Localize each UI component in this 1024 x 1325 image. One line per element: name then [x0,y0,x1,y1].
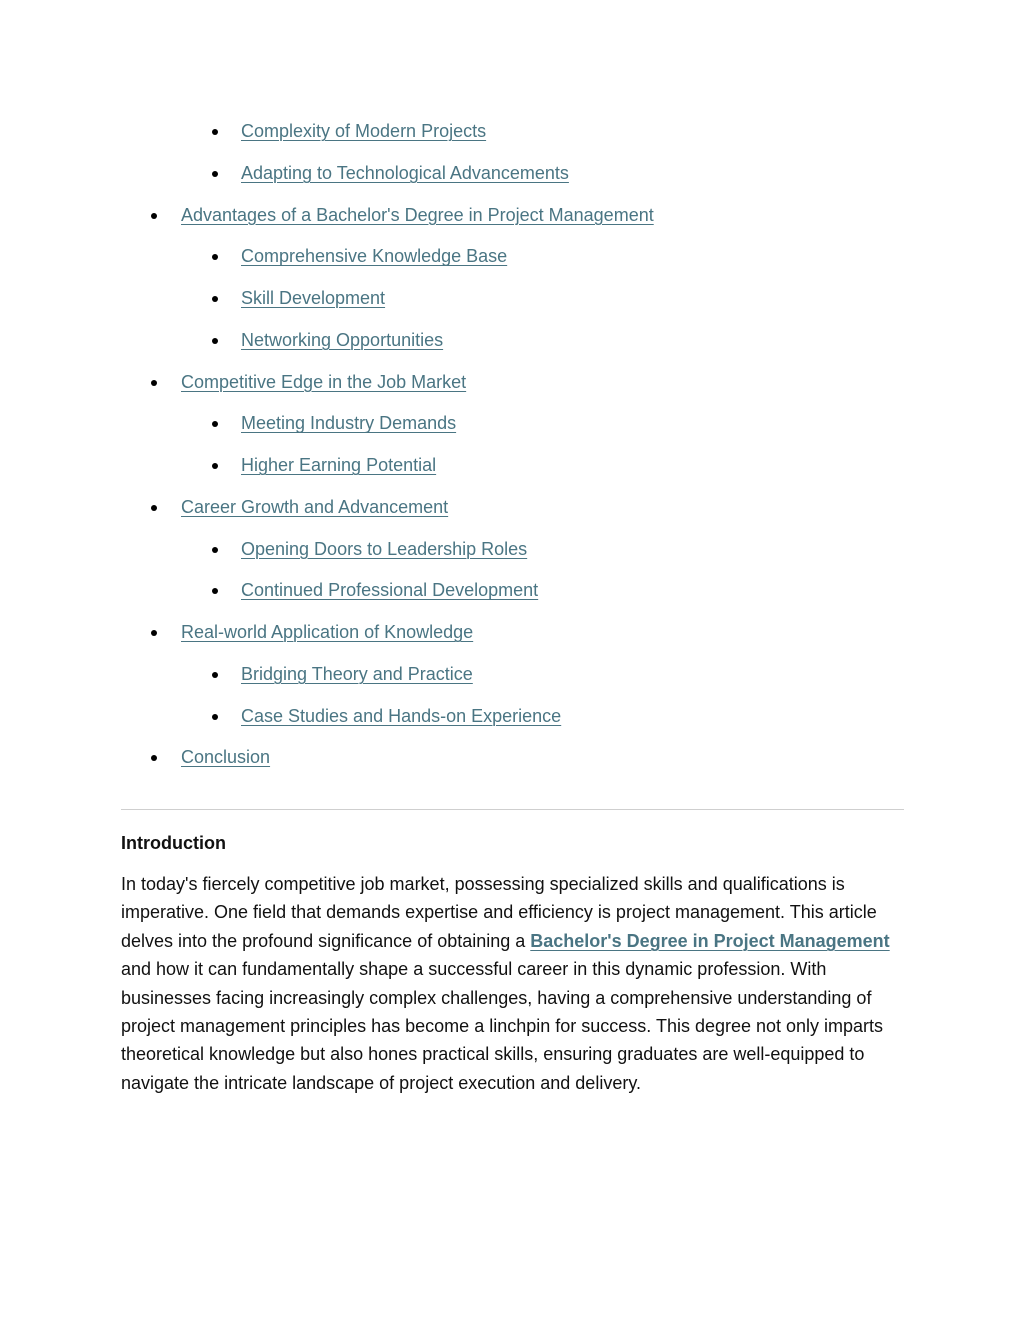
toc-link-comprehensive-knowledge-base[interactable]: Comprehensive Knowledge Base [241,246,508,267]
toc-link-advantages-of-bachelors-degree[interactable]: Advantages of a Bachelor's Degree in Project Management [181,204,654,225]
toc-item [0,487,1024,529]
introduction-heading: Introduction [121,833,226,853]
bullet-icon [151,380,157,386]
toc-item [0,612,1024,654]
toc-link-complexity-of-modern-projects[interactable]: Complexity of Modern Projects [241,121,487,141]
toc-link-career-growth[interactable]: Career Growth and Advancement [181,496,449,517]
toc-link-professional-development[interactable]: Continued Professional Development [241,580,539,601]
toc-item [0,529,1024,571]
section-divider [121,809,904,810]
bullet-icon [212,296,218,302]
bullet-icon [212,254,218,260]
bullet-icon [151,213,157,219]
toc-link-adapting-to-technological-advancements[interactable]: Adapting to Technological Advancements [241,162,569,183]
toc-item [0,570,1024,612]
bullet-icon [212,129,218,135]
bullet-icon [151,755,157,761]
bachelors-degree-link[interactable]: Bachelor's Degree in Project Management [530,930,890,951]
bullet-icon [212,714,218,720]
toc-item [0,737,1024,779]
introduction-paragraph [121,870,911,1097]
bullet-icon [212,463,218,469]
toc-item [0,195,1024,237]
toc-link-bridging-theory-practice[interactable]: Bridging Theory and Practice [241,663,473,684]
toc-link-meeting-industry-demands[interactable]: Meeting Industry Demands [241,413,457,434]
toc-item [0,696,1024,738]
bullet-icon [212,338,218,344]
toc-link-real-world-application[interactable]: Real-world Application of Knowledge [181,622,474,642]
bullet-icon [151,630,157,636]
bullet-icon [212,547,218,553]
toc-item [0,403,1024,445]
toc-item [0,320,1024,362]
paragraph-text-before-link: In today's fiercely competitive job market, possessing specialized skills and qualifications is imperative. One field that demands expertise and efficiency is project management. This article delves into the profound significance of obtaining a [121,874,877,951]
bullet-icon [212,421,218,427]
toc-link-networking-opportunities[interactable]: Networking Opportunities [241,329,444,350]
toc-link-case-studies[interactable]: Case Studies and Hands-on Experience [241,705,562,726]
toc-item [0,362,1024,404]
table-of-contents [0,111,1024,779]
toc-item [0,654,1024,696]
toc-link-competitive-edge[interactable]: Competitive Edge in the Job Market [181,371,467,392]
bullet-icon [151,505,157,511]
bullet-icon [212,672,218,678]
paragraph-text-after-link: and how it can fundamentally shape a successful career in this dynamic profession. With businesses facing increasingly complex challenges, having a comprehensive understanding of project management principles has become a linchpin for success. This degree not only imparts theoretical knowledge but also hones practical skills, ensuring graduates are well-equipped to navigate the intricate landscape of project execution and delivery. [121,959,884,1093]
toc-link-higher-earning-potential[interactable]: Higher Earning Potential [241,455,437,475]
toc-item [0,278,1024,320]
toc-link-conclusion[interactable]: Conclusion [181,747,271,768]
toc-item [0,153,1024,195]
bullet-icon [212,171,218,177]
toc-link-skill-development[interactable]: Skill Development [241,288,386,308]
bullet-icon [212,588,218,594]
toc-item [0,111,1024,153]
toc-link-leadership-roles[interactable]: Opening Doors to Leadership Roles [241,538,528,559]
toc-item [0,236,1024,278]
toc-item [0,445,1024,487]
